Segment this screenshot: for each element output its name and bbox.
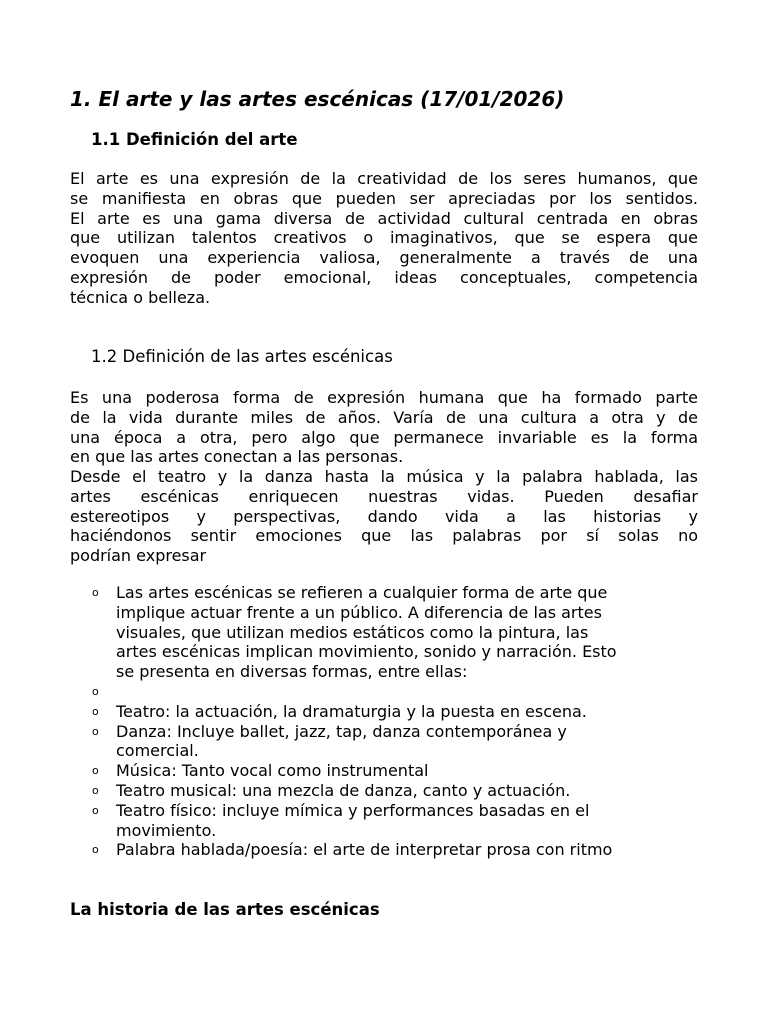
list-item [70,682,710,702]
list-item [70,702,710,722]
paragraph-line: Desde el teatro y la danza hasta la música y la palabra hablada, las [70,467,698,486]
paragraph-line: evoquen una experiencia valiosa, generalmente a través de una [70,248,698,268]
bullet-circle-icon: o [92,684,99,698]
list-item-line: implique actuar frente a un público. A diferencia de las artes [116,602,602,622]
list-item-line: Música: Tanto vocal como instrumental [116,761,429,781]
paragraph-line: de la vida durante miles de años. Varía de una cultura a otra y de [70,407,698,427]
list-item-line: Teatro musical: una mezcla de danza, canto y actuación. [116,780,571,800]
section-heading-artes-escenicas: 1.2 Definición de las artes escénicas [91,347,393,366]
bullet-circle-icon: o [92,843,99,857]
bullet-list [70,583,710,860]
paragraph-line: que utilizan talentos creativos o imaginativos, que se espera que [70,228,698,248]
paragraph-line: expresión de poder emocional, ideas conceptuales, competencia [70,267,698,287]
list-item-line: visuales, que utilizan medios estáticos como la pintura, las [116,622,589,642]
list-item-line: Las artes escénicas se refieren a cualquier forma de arte que [116,583,608,602]
section-heading-definicion-arte: 1.1 Definición del arte [91,130,298,149]
paragraph-artes-escenicas-2 [70,467,698,566]
paragraph-line: en que las artes conectan a las personas. [70,447,404,467]
list-item-line: Teatro físico: incluye mímica y performances basadas en el [116,800,590,820]
bullet-circle-icon: o [92,764,99,778]
paragraph-line: haciéndonos sentir emociones que las palabras por sí solas no [70,526,698,546]
bullet-circle-icon: o [92,586,99,599]
list-item-line: comercial. [116,741,199,761]
paragraph-definicion-arte [70,169,698,308]
bullet-circle-icon: o [92,724,99,738]
list-item [70,781,710,801]
main-heading: 1. El arte y las artes escénicas (17/01/2026) [70,87,565,111]
list-item [70,722,710,762]
paragraph-line: una época a otra, pero algo que permanece invariable es la forma [70,427,698,447]
list-item [70,761,710,781]
list-item-line: movimiento. [116,820,217,840]
paragraph-line: podrían expresar [70,546,207,566]
paragraph-line: técnica o belleza. [70,287,211,307]
list-item-line: Teatro: la actuación, la dramaturgia y la puesta en escena. [116,701,587,721]
list-item-line: se presenta en diversas formas, entre ellas: [116,662,468,682]
list-item [70,801,710,841]
paragraph-line: El arte es una expresión de la creatividad de los seres humanos, que [70,169,698,188]
list-item-line: Danza: Incluye ballet, jazz, tap, danza contemporánea y [116,721,567,741]
paragraph-line: estereotipos y perspectivas, dando vida a las historias y [70,506,698,526]
list-item [70,840,710,860]
bullet-circle-icon: o [92,704,99,718]
section-heading-historia: La historia de las artes escénicas [70,900,380,919]
list-item-line [116,682,710,702]
paragraph-line: Es una poderosa forma de expresión humana que ha formado parte [70,388,698,407]
list-item-line: Palabra hablada/poesía: el arte de interpretar prosa con ritmo [116,840,613,860]
bullet-circle-icon: o [92,803,99,817]
paragraph-line: se manifiesta en obras que pueden ser apreciadas por los sentidos. [70,188,698,208]
list-item-line: artes escénicas implican movimiento, sonido y narración. Esto [116,642,617,662]
bullet-circle-icon: o [92,783,99,797]
paragraph-line: artes escénicas enriquecen nuestras vidas. Pueden desafiar [70,486,698,506]
list-item [70,583,710,682]
paragraph-line: El arte es una gama diversa de actividad cultural centrada en obras [70,208,698,228]
paragraph-artes-escenicas-1 [70,388,698,467]
